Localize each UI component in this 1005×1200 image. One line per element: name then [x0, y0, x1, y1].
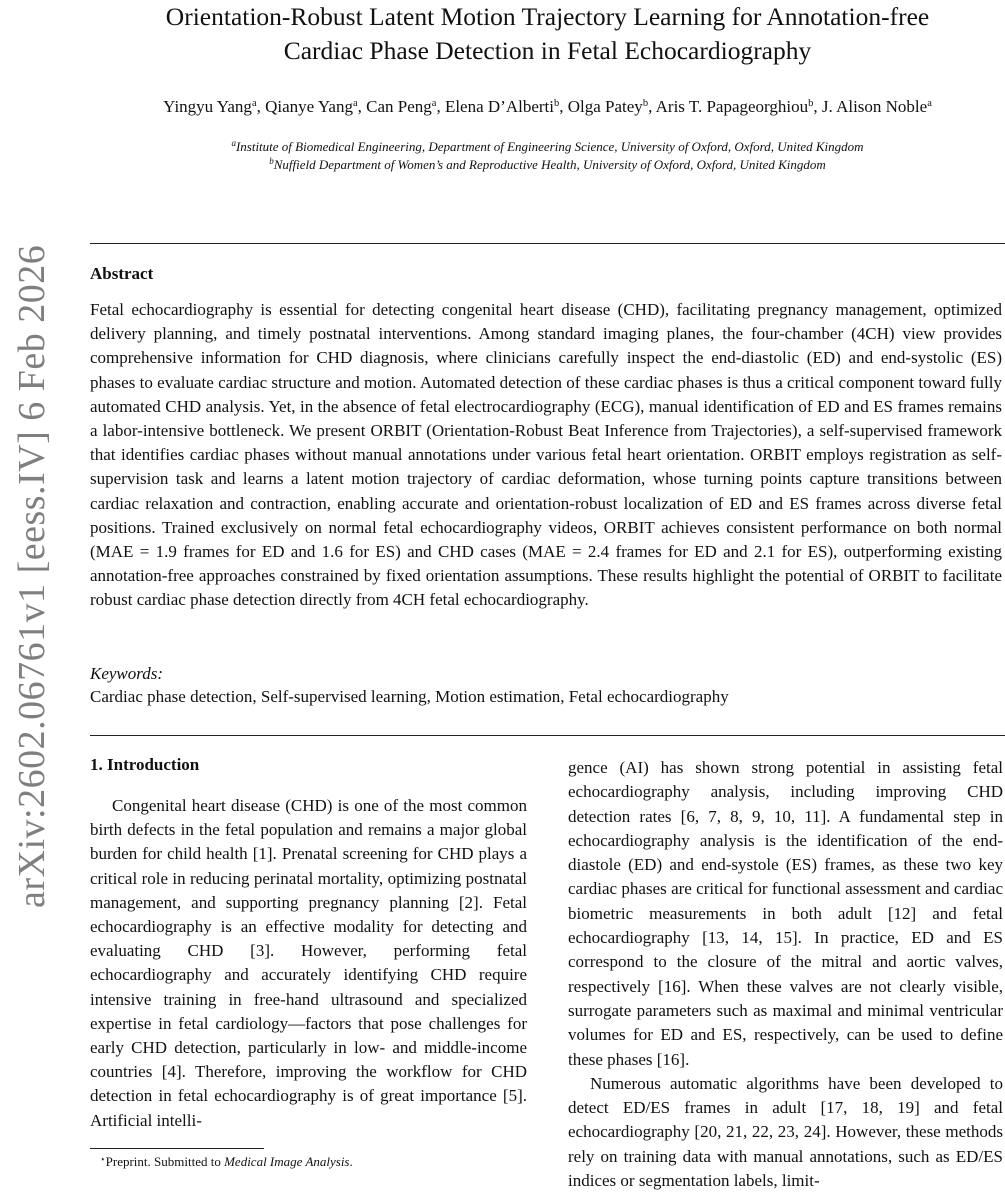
author-name: Elena D’Alberti: [444, 97, 554, 116]
footnote-journal: Medical Image Analysis: [224, 1154, 350, 1169]
abstract-text: Fetal echocardiography is essential for detecting congenital heart disease (CHD), facilitating pregnancy management, optimized delivery planning, and timely postnatal interventions. Among standard imaging planes, the four-chamber (4CH) view provides comprehensive information for CHD diagnosis, where clinicians carefully inspect the end-diastolic (ED) and end-systolic (ES) phases to evaluate cardiac structure and motion. Automated detection of these cardiac phases is thus a critical component toward fully automated CHD analysis. Yet, in the absence of fetal electrocardiography (ECG), manual identification of ED and ES frames remains a labor-intensive bottleneck. We present ORBIT (Orientation-Robust Beat Inference from Trajectories), a self-supervised framework that identifies cardiac phases without manual annotations under various fetal heart orientation. ORBIT employs registration as self-supervision task and learns a latent motion trajectory of cardiac deformation, whose turning points capture transitions between cardiac relaxation and contraction, enabling accurate and orientation-robust localization of ED and ES frames across diverse fetal positions. Trained exclusively on normal fetal echocardiography videos, ORBIT achieves consistent performance on both normal (MAE = 1.9 frames for ED and 1.6 for ES) and CHD cases (MAE = 2.4 frames for ED and 2.1 for ES), outperforming existing annotation-free approaches constrained by fixed orientation assumptions. These results highlight the potential of ORBIT to facilitate robust cardiac phase detection directly from 4CH fetal echocardiography.: [90, 300, 1002, 610]
author-name: J. Alison Noble: [821, 97, 928, 116]
abstract-divider: [90, 735, 1005, 736]
author-affiliation-mark: b: [553, 98, 560, 109]
author-name: Can Peng: [366, 97, 432, 116]
section-heading-introduction: 1. Introduction: [90, 755, 200, 774]
title-line-2: Cardiac Phase Detection in Fetal Echocardiography: [283, 36, 812, 65]
author-separator: ,: [436, 97, 445, 116]
left-column: [90, 794, 527, 1133]
affiliation-line: [90, 156, 1005, 174]
author-name: Yingyu Yang: [163, 97, 252, 116]
abstract-heading: Abstract: [90, 264, 154, 283]
author-separator: ,: [256, 97, 266, 116]
keywords-text: Cardiac phase detection, Self-supervised learning, Motion estimation, Fetal echocardiography: [90, 687, 729, 706]
author-affiliation-mark: a: [927, 98, 932, 109]
header-divider: [90, 243, 1005, 244]
keywords-heading: Keywords:: [90, 664, 164, 683]
affiliation-line: [90, 138, 1005, 156]
affiliation-text: Institute of Biomedical Engineering, Department of Engineering Science, University of Oxford, Oxford, United Kingdom: [235, 139, 864, 154]
affiliations: [90, 138, 1005, 174]
footnote-end: .: [349, 1154, 353, 1169]
author-separator: ,: [648, 97, 656, 116]
author-affiliation-mark: a: [431, 98, 437, 109]
author-affiliation-mark: a: [251, 98, 257, 109]
arxiv-identifier: arXiv:2602.06761v1 [eess.IV] 6 Feb 2026: [11, 244, 53, 908]
author-list: [90, 96, 1005, 118]
title-line-1: Orientation-Robust Latent Motion Trajectory Learning for Annotation-free: [165, 2, 930, 31]
author-name: Qianye Yang: [265, 97, 353, 116]
footnote-divider: [90, 1148, 264, 1149]
intro-paragraph-2: Numerous automatic algorithms have been developed to detect ED/ES frames in adult [17, 18, 19] and fetal echocardiography [20, 21, 22, 23, 24]. However, these methods rely on training data with manual annotations, such as ED/ES indices or segmentation labels, limit-: [568, 1073, 1003, 1191]
author-affiliation-mark: a: [352, 98, 358, 109]
author-affiliation-mark: b: [808, 98, 814, 109]
footnote-mark: ⋆: [100, 1154, 106, 1164]
intro-paragraph-1: Congenital heart disease (CHD) is one of the most common birth defects in the fetal population and remains a major global burden for child health [1]. Prenatal screening for CHD plays a critical role in reducing perinatal mortality, optimizing postnatal management, and supporting pregnancy planning [2]. Fetal echocardiography is an effective modality for detecting and evaluating CHD [3]. However, performing fetal echocardiography and accurately identifying CHD require intensive training in free-hand ultrasound and specialized expertise in fetal cardiology—factors that pose challenges for early CHD detection, particularly in low- and middle-income countries [4]. Therefore, improving the workflow for CHD detection in fetal echocardiography is of great importance [5]. Artificial intelli-: [90, 796, 527, 1130]
footnote-text: Preprint. Submitted to: [105, 1154, 225, 1169]
intro-paragraph-1-continued: gence (AI) has shown strong potential in assisting fetal echocardiography analysis, including improving CHD detection rates [6, 7, 8, 9, 10, 11]. A fundamental step in echocardiography analysis is the identification of the end-diastole (ED) and end-systole (ES) frames, as these two key cardiac phases are critical for functional assessment and cardiac biometric measurements in both adult [12] and fetal echocardiography [13, 14, 15]. In practice, ED and ES correspond to the closure of the mitral and aortic valves, respectively [16]. When these valves are not clearly visible, surrogate parameters such as maximal and minimal ventricular volumes for ED and ES, respectively, can be used to define these phases [16].: [568, 758, 1003, 1069]
footnote: [100, 1153, 353, 1171]
author-name: Olga Patey: [567, 97, 643, 116]
author-affiliation-mark: b: [642, 98, 649, 109]
author-separator: ,: [357, 97, 367, 116]
paper-title: [90, 0, 1005, 68]
author-separator: ,: [559, 97, 568, 116]
affiliation-mark: a: [231, 138, 236, 148]
author-separator: ,: [813, 97, 822, 116]
affiliation-text: Nuffield Department of Women’s and Reproductive Health, University of Oxford, Oxford, United Kingdom: [273, 157, 826, 172]
author-name: Aris T. Papageorghiou: [655, 97, 809, 116]
right-column: [568, 756, 1003, 1193]
affiliation-mark: b: [269, 156, 274, 166]
